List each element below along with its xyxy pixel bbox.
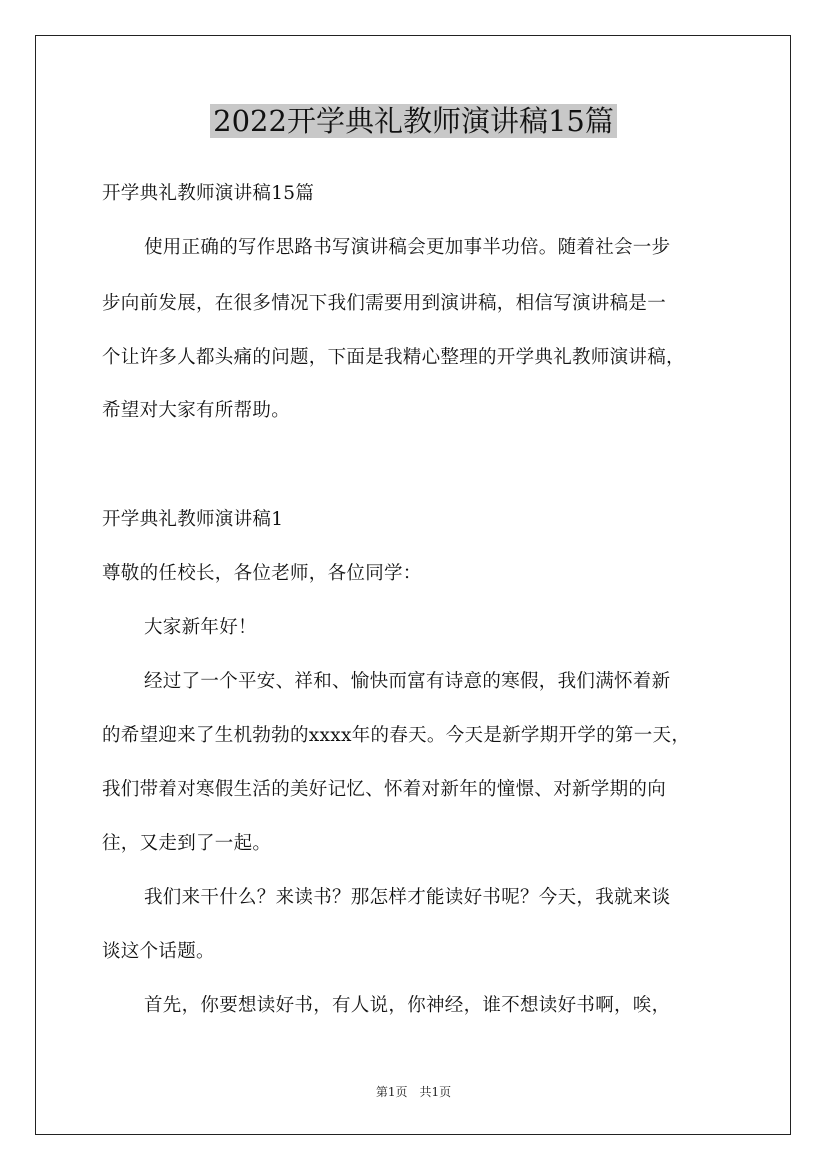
para3-line-1: 首先，你要想读好书，有人说，你神经，谁不想读好书啊，唉， xyxy=(144,995,671,1016)
para1-line-1: 经过了一个平安、祥和、愉快而富有诗意的寒假，我们满怀着新 xyxy=(144,671,671,692)
document-title xyxy=(0,100,827,142)
intro-line-3: 个让许多人都头痛的问题，下面是我精心整理的开学典礼教师演讲稿， xyxy=(102,347,685,368)
para2-line-2: 谈这个话题。 xyxy=(102,941,215,962)
section-heading: 开学典礼教师演讲稿1 xyxy=(102,509,284,530)
title-text: 2022开学典礼教师演讲稿15篇 xyxy=(210,104,617,138)
para2-line-1: 我们来干什么？来读书？那怎样才能读好书呢？今天，我就来谈 xyxy=(144,887,671,908)
page-footer xyxy=(0,1083,827,1100)
greeting: 大家新年好！ xyxy=(144,617,257,638)
intro-line-4: 希望对大家有所帮助。 xyxy=(102,400,291,421)
para1-line-3: 我们带着对寒假生活的美好记忆、怀着对新年的憧憬、对新学期的向 xyxy=(102,779,667,800)
para1-line-4: 往，又走到了一起。 xyxy=(102,833,272,854)
intro-line-2: 步向前发展，在很多情况下我们需要用到演讲稿，相信写演讲稿是一 xyxy=(102,293,667,314)
intro-line-1: 使用正确的写作思路书写演讲稿会更加事半功倍。随着社会一步 xyxy=(144,237,671,258)
subtitle: 开学典礼教师演讲稿15篇 xyxy=(102,183,315,204)
para1-line-2: 的希望迎来了生机勃勃的xxxx年的春天。今天是新学期开学的第一天， xyxy=(102,725,691,746)
page-number: 第1页 共1页 xyxy=(375,1085,452,1099)
salutation: 尊敬的任校长，各位老师，各位同学： xyxy=(102,563,422,584)
